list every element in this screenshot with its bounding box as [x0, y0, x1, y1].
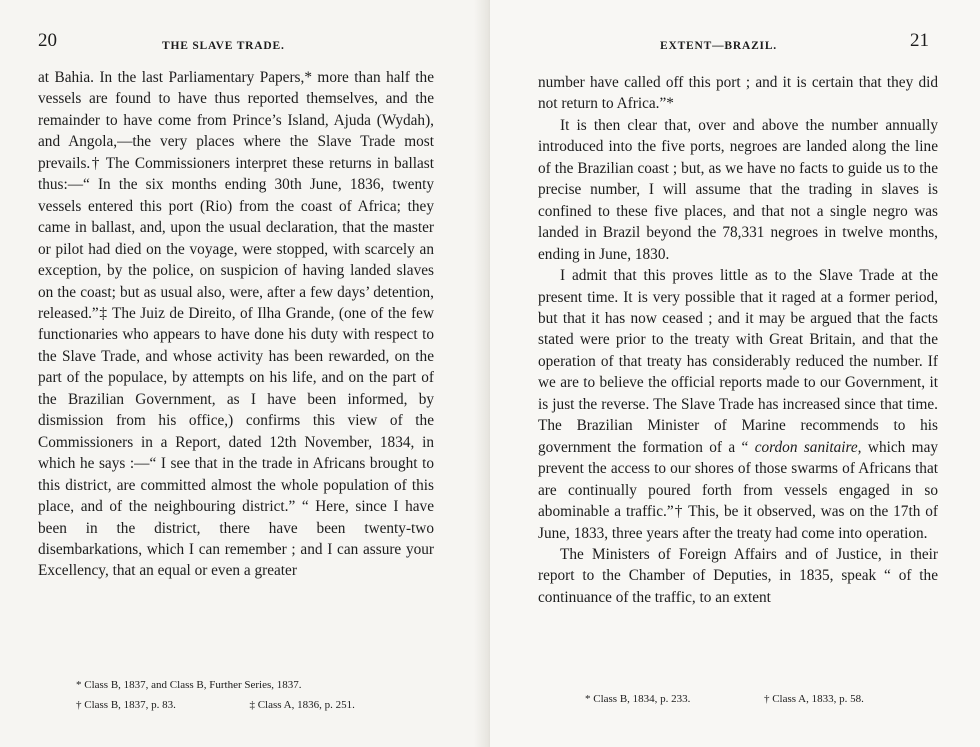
- footnote: * Class B, 1834, p. 233.: [585, 693, 691, 705]
- footnote: † Class B, 1837, p. 83.: [76, 699, 176, 711]
- right-page: [490, 0, 980, 747]
- paragraph-3-part-b: which may prevent the access to our shores of those swarms of Africans that are continually poured forth from vessels engaged in so abominable a traffic.”† This, be it observed, was on the 17th of June, 1833, three years after the treaty had come into operation.: [538, 438, 939, 542]
- paragraph-3-part-a: I admit that this proves little as to the Slave Trade at the present time. It is very possible that it raged at a former period, but that it has now ceased ; and it may be argued that the facts stated were prior to the treaty with Great Britain, and that the operation of that treaty has considerably reduced the number. If we are to believe the official reports made to our Government, it is just the reverse. The Slave Trade has increased since that time. The Brazilian Minister of Marine recommends to his government the formation of a “: [538, 267, 938, 456]
- running-title-left: THE SLAVE TRADE.: [162, 40, 285, 52]
- left-footnotes: [76, 675, 456, 715]
- right-paragraph-2: It is then clear that, over and above the number annually introduced into the five ports, negroes are landed along the line of the Brazilian coast ; but, as we have no facts to guide us to the precise number, I will assume that the trading in slaves is confined to these five places, and that not a single negro was landed in Brazil beyond the 78,331 negroes in twelve months, ending in June, 1830.: [538, 116, 938, 263]
- left-paragraph: at Bahia. In the last Parliamentary Papers,* more than half the vessels are found to have thus reported themselves, and the remainder to have come from Prince’s Island, Ajuda (Wydah), and Angola,—the very places where the Slave Trade most prevails.† The Commissioners interpret these returns in ballast thus:—“ In the six months ending 30th June, 1836, twenty vessels entered this port (Rio) from the coast of Africa; they came in ballast, and, upon the usual declaration, that the master or pilot had died on the voyage, were stopped, with scarcely an exception, by the police, on suspicion of having landed slaves on the coast; but as usual also, were, after a few days’ detention, released.”‡ The Juiz de Direito, of Ilha Grande, (one of the few functionaries who appears to have done his duty with respect to the Slave Trade, and whose activity has been rewarded, on the part of the populace, by attempts on his life, and on the part of the Brazilian Government, as I have been informed, by dismission from his office,) confirms this view of the Commissioners in a Report, dated 12th November, 1834, in which he says :—“ I see that in the trade in Africans brought to this district, are committed almost the whole population of this place, and of the neighbouring district.” “ Here, since I have been in the district, there have been twenty-two disembarkations, which I can remember ; and I can assure your Excellency, that an equal or even a greater: [38, 69, 434, 580]
- italic-phrase: cordon sanitaire,: [754, 438, 862, 456]
- page-number-right: 21: [910, 30, 929, 51]
- footnote-row: [76, 695, 456, 715]
- right-paragraph-4: The Ministers of Foreign Affairs and of Justice, in their report to the Chamber of Deputies, in 1835, speak “ of the continuance of the traffic, to an extent: [538, 545, 938, 606]
- footnote: * Class B, 1837, and Class B, Further Series, 1837.: [76, 679, 302, 691]
- left-body-text: [38, 67, 434, 582]
- right-footnotes: [585, 689, 965, 709]
- footnote-row: [76, 675, 456, 695]
- footnote-row: [585, 689, 965, 709]
- running-title-right: EXTENT—BRAZIL.: [660, 40, 777, 52]
- footnote: ‡ Class A, 1836, p. 251.: [249, 699, 355, 711]
- left-page: [0, 0, 480, 747]
- footnote: † Class A, 1833, p. 58.: [763, 693, 864, 705]
- right-paragraph-1: number have called off this port ; and it is certain that they did not return to Africa.”*: [538, 74, 938, 113]
- right-body-text: [538, 72, 938, 608]
- right-paragraph-3: [538, 265, 938, 544]
- page-number-left: 20: [38, 30, 57, 51]
